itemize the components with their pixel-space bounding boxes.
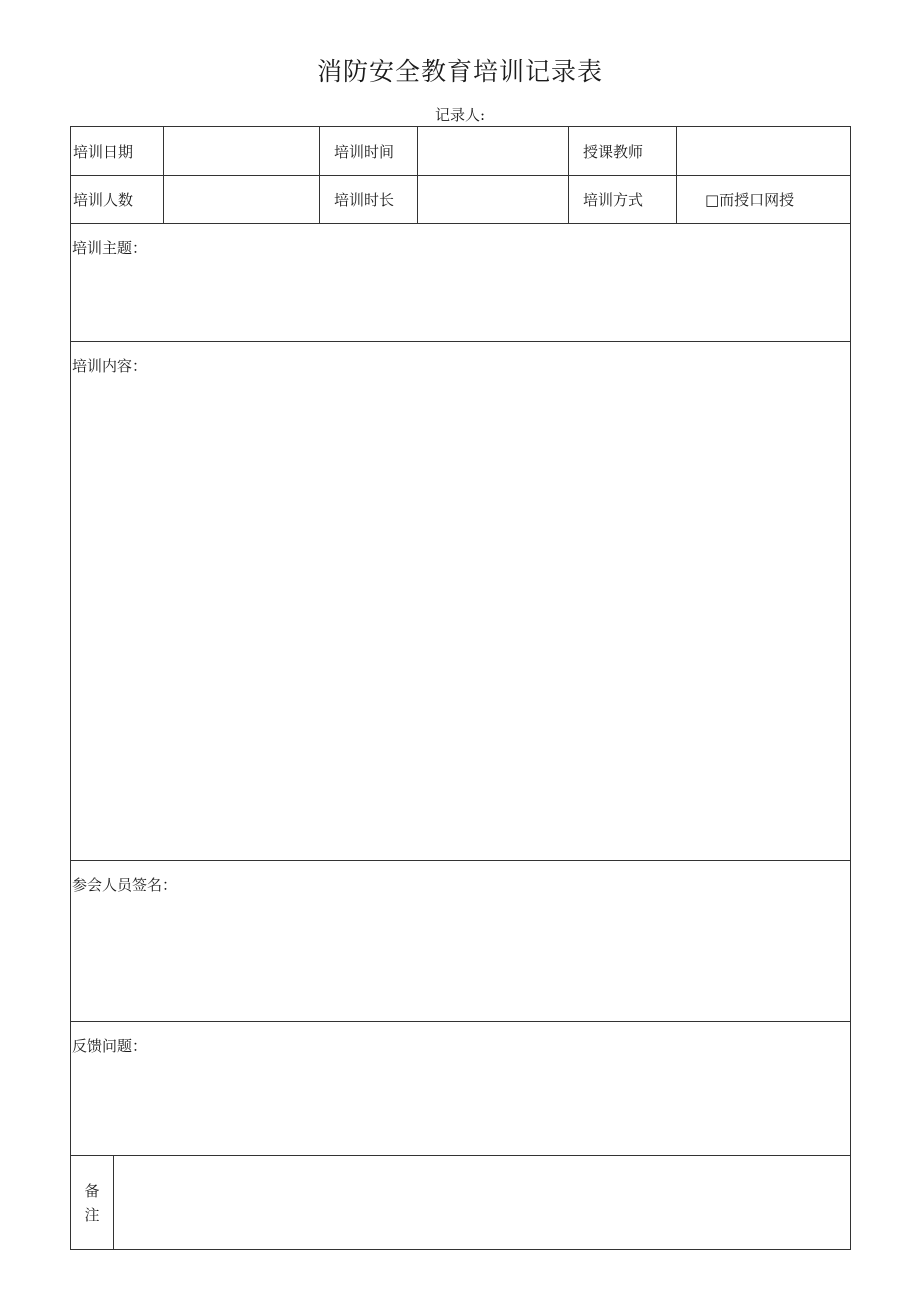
attendee-signature-section[interactable] (71, 861, 850, 1022)
attendee-count-label: 培训人数 (71, 176, 164, 223)
training-time-field[interactable] (418, 127, 569, 175)
training-time-label: 培训时间 (320, 127, 418, 175)
training-content-label: 培训内容： (72, 357, 148, 375)
remark-field[interactable] (114, 1156, 850, 1249)
info-row-2 (71, 176, 850, 224)
training-date-field[interactable] (164, 127, 320, 175)
instructor-field[interactable] (677, 127, 850, 175)
training-method-label: 培训方式 (569, 176, 677, 223)
training-topic-label: 培训主题： (72, 239, 148, 257)
training-date-label: 培训日期 (71, 127, 164, 175)
info-row-1 (71, 127, 850, 176)
training-method-field[interactable]: □而授口网授 (705, 191, 795, 209)
instructor-label: 授课教师 (569, 127, 677, 175)
remark-section (71, 1156, 850, 1249)
feedback-section[interactable] (71, 1022, 850, 1156)
attendee-signature-label: 参会人员签名： (72, 876, 178, 894)
remark-label-char-2: 注 (84, 1205, 100, 1224)
training-topic-section[interactable] (71, 224, 850, 342)
training-duration-field[interactable] (418, 176, 569, 223)
remark-label-char-1: 备 (84, 1181, 100, 1200)
recorder-label: 记录人: (434, 106, 486, 124)
remark-label (71, 1156, 114, 1249)
document-title: 消防安全教育培训记录表 (316, 57, 603, 86)
feedback-label: 反馈问题： (72, 1037, 148, 1055)
training-record-form (70, 126, 851, 1250)
attendee-count-field[interactable] (164, 176, 320, 223)
training-duration-label: 培训时长 (320, 176, 418, 223)
training-content-section[interactable] (71, 342, 850, 861)
